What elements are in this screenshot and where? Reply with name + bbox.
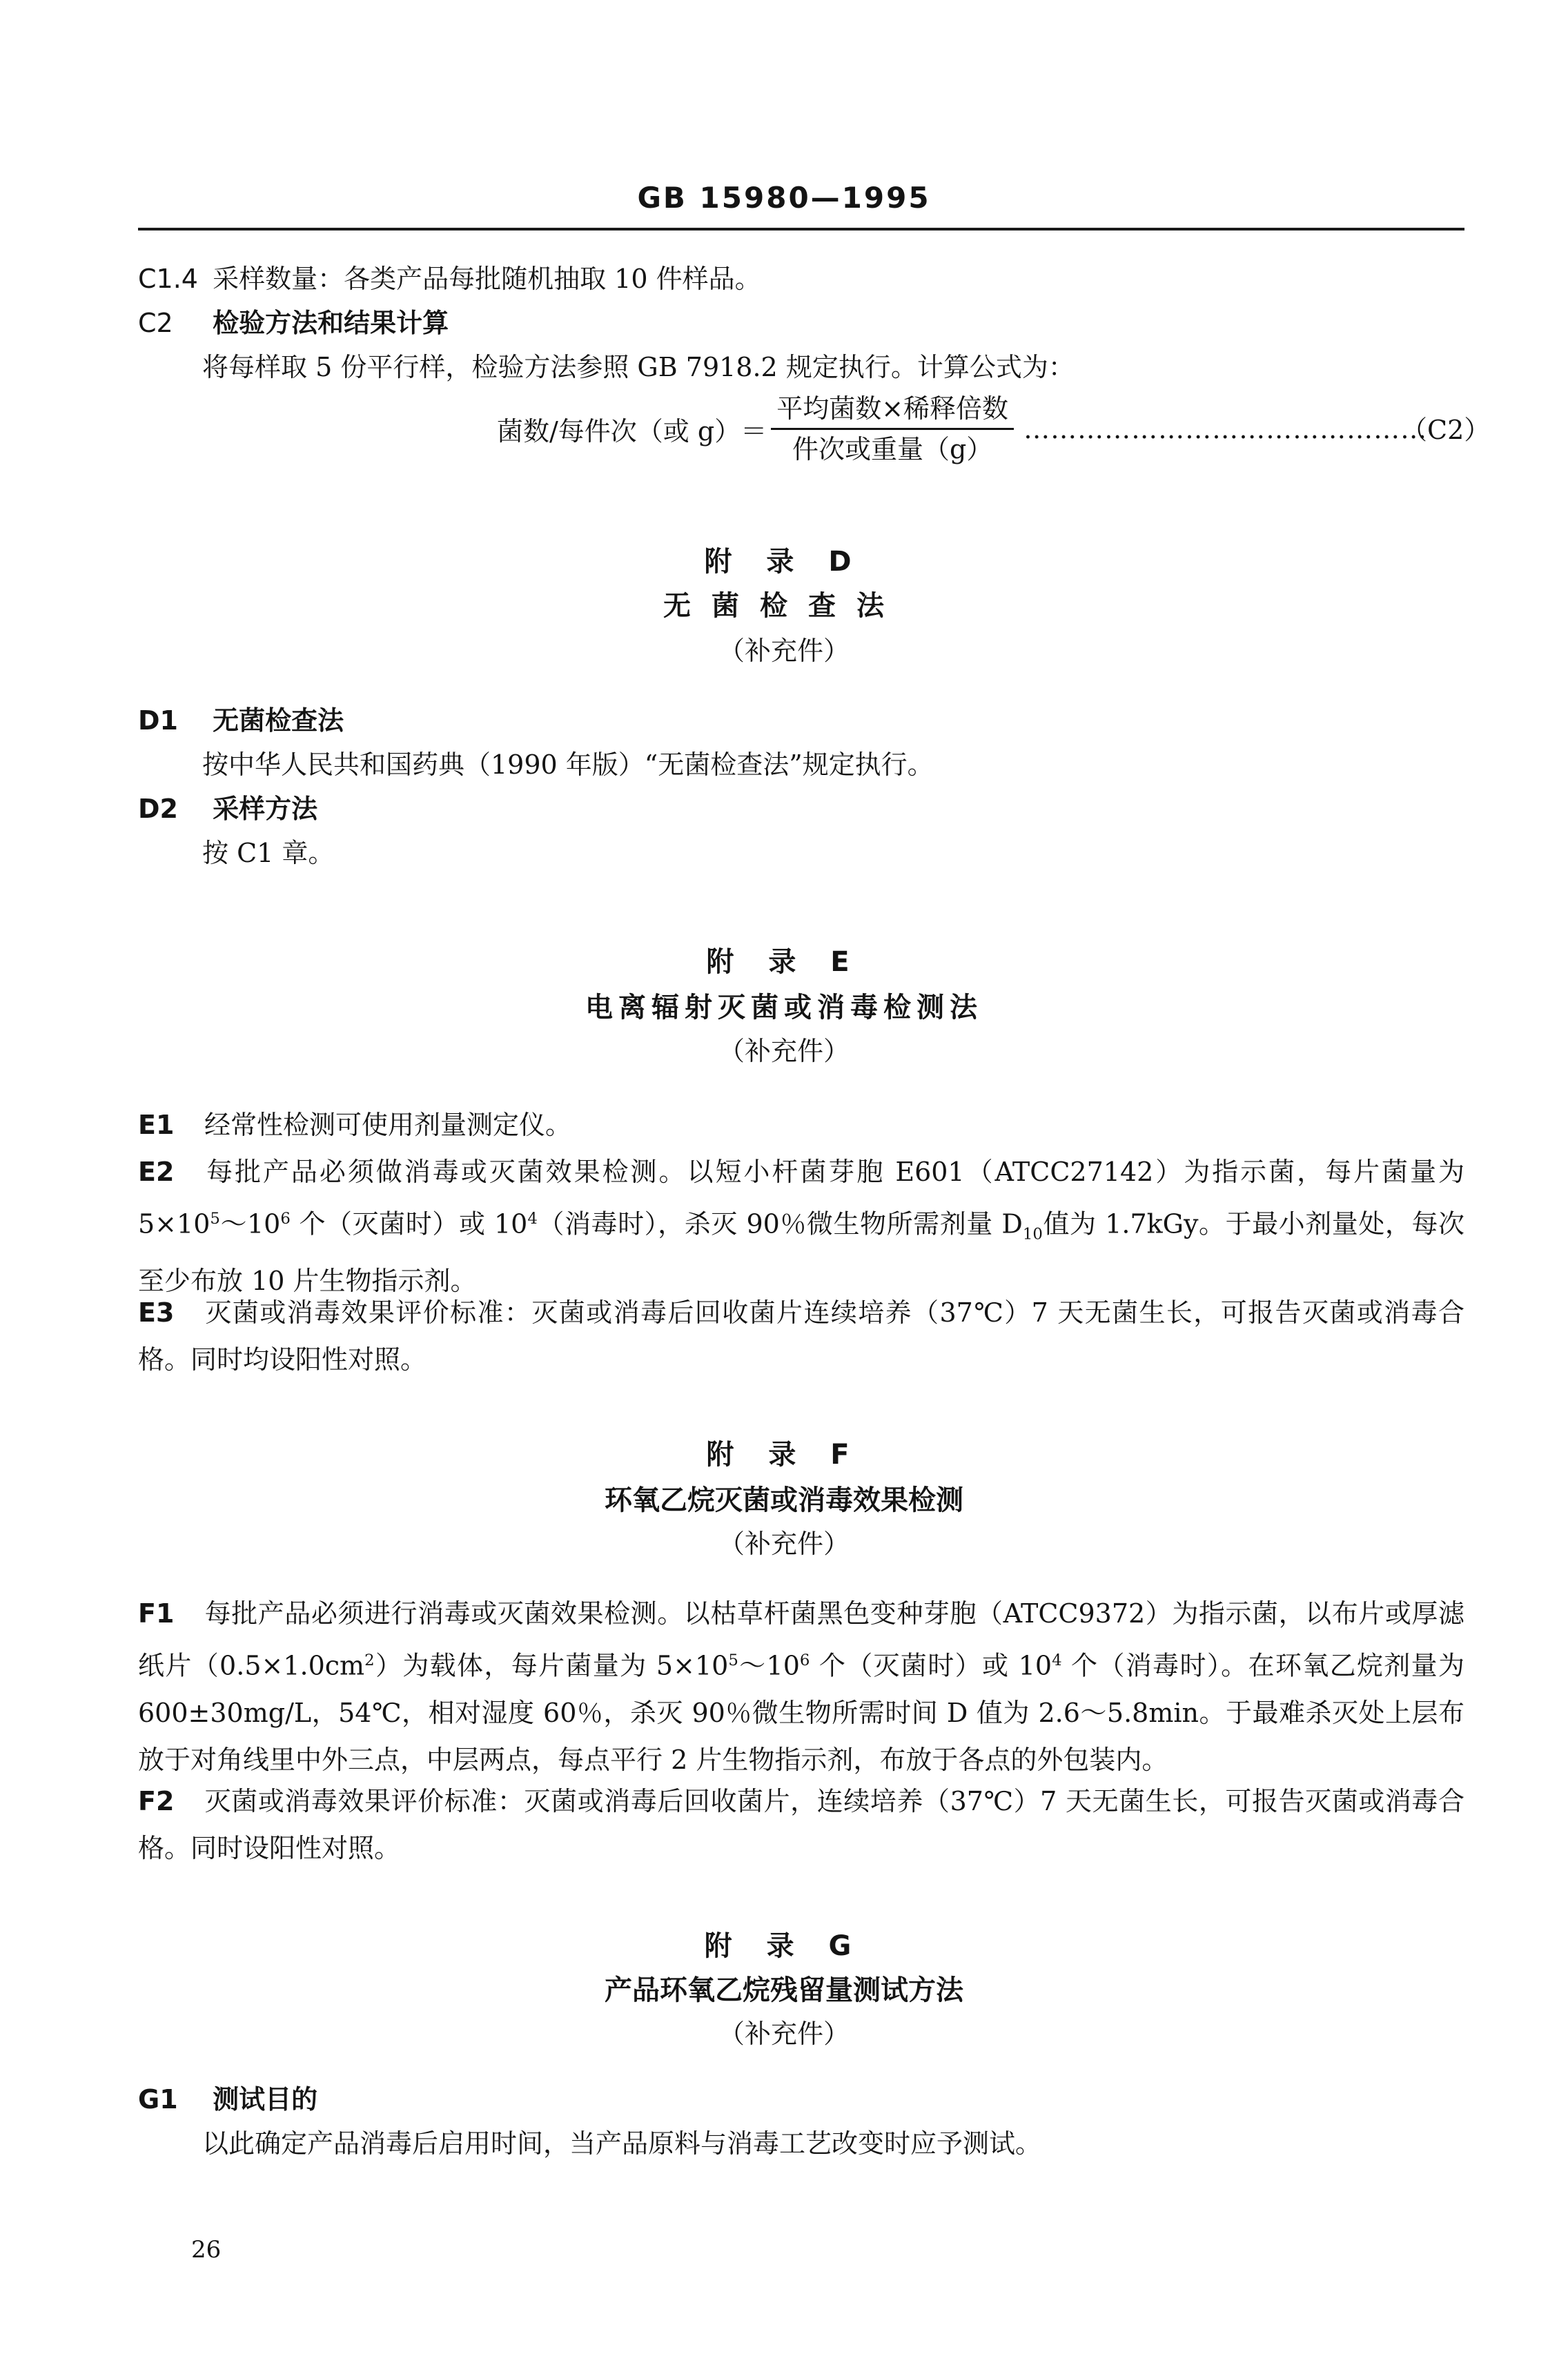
superscript: 6 <box>799 1651 810 1669</box>
appendix-e-title: 附 录 E <box>706 946 862 978</box>
clause-c1-4 <box>138 257 761 301</box>
clause-text: 采样数量：各类产品每批随机抽取 10 件样品。 <box>213 264 761 294</box>
clause-text: ～10 <box>738 1650 800 1681</box>
appendix-g-title: 附 录 G <box>704 1930 864 1962</box>
clause-heading: 采样方法 <box>213 794 318 824</box>
appendix-f-title: 附 录 F <box>706 1439 862 1471</box>
appendix-e-sub: （补充件） <box>718 1036 850 1066</box>
formula-c2 <box>497 392 1428 466</box>
clause-heading: 检验方法和结果计算 <box>213 308 449 338</box>
clause-label: E2 <box>138 1157 175 1187</box>
clause-heading: 测试目的 <box>213 2084 318 2115</box>
clause-e2 <box>138 1148 1464 1304</box>
superscript: 5 <box>210 1210 220 1228</box>
clause-text: （消毒时），杀灭 90％微生物所需剂量 D <box>537 1208 1023 1239</box>
clause-label: D2 <box>138 794 178 824</box>
clause-e1 <box>138 1101 1464 1148</box>
formula-lhs: 菌数/每件次（或 g）＝ <box>497 416 767 447</box>
clause-text: 经常性检测可使用剂量测定仪。 <box>204 1110 572 1140</box>
formula-numerator: 平均菌数×稀释倍数 <box>771 392 1014 430</box>
clause-text: 灭菌或消毒效果评价标准：灭菌或消毒后回收菌片连续培养（37℃）7 天无菌生长，可报告灭菌或消毒合格。同时均设阳性对照。 <box>138 1297 1464 1375</box>
clause-d1 <box>138 698 344 743</box>
page-number: 26 <box>191 2236 222 2264</box>
subscript: 10 <box>1022 1225 1043 1244</box>
clause-d2 <box>138 787 317 831</box>
clause-label: E1 <box>138 1110 175 1140</box>
clause-text: 个（灭菌时）或 10 <box>810 1650 1052 1681</box>
clause-label: F1 <box>138 1598 175 1629</box>
appendix-f-name: 环氧乙烷灭菌或消毒效果检测 <box>605 1484 963 1516</box>
clause-text: 值为 1.7kGy。于最小剂量处，每次至少布放 10 片生物指示剂。 <box>138 1208 1464 1297</box>
clause-text: 灭菌或消毒效果评价标准：灭菌或消毒后回收菌片，连续培养（37℃）7 天无菌生长，可报告灭菌或消毒合格。同时设阳性对照。 <box>138 1786 1464 1863</box>
clause-label: D1 <box>138 705 178 736</box>
clause-c2 <box>138 301 449 345</box>
appendix-g-sub: （补充件） <box>718 2019 850 2049</box>
superscript: 2 <box>364 1651 375 1669</box>
appendix-d-name: 无菌检查法 <box>663 590 905 622</box>
header-rule <box>138 228 1464 231</box>
clause-e3 <box>138 1289 1464 1383</box>
clause-label: E3 <box>138 1297 175 1328</box>
clause-c2-text: 将每样取 5 份平行样，检验方法参照 GB 7918.2 规定执行。计算公式为： <box>202 352 1075 382</box>
superscript: 4 <box>527 1210 538 1228</box>
appendix-d-title: 附 录 D <box>704 546 864 578</box>
appendix-d-sub: （补充件） <box>718 636 850 666</box>
superscript: 6 <box>280 1210 291 1228</box>
clause-label: C1.4 <box>138 264 198 294</box>
clause-d2-text: 按 C1 章。 <box>202 838 335 868</box>
formula-fraction <box>771 392 1014 466</box>
clause-label: F2 <box>138 1786 175 1816</box>
clause-text: 个（灭菌时）或 10 <box>290 1208 528 1239</box>
clause-text: 个（消毒时）。在环氧乙烷剂量为 600±30mg/L，54℃，相对湿度 60％，杀灭 90％微生物所需时间 D 值为 2.6～5.8min。于最难杀灭处上层布放于对角线里中外三点，中层两点，每点平行 2 片生物指示剂，布放于各点的外包装内。 <box>138 1650 1465 1775</box>
superscript: 4 <box>1052 1651 1062 1669</box>
formula-leader-dots: ……………………………………… <box>1023 413 1428 444</box>
clause-g1 <box>138 2077 317 2121</box>
clause-text: 每批产品必须进行消毒或灭菌效果检测。以枯草杆菌黑色变种芽胞（ATCC9372）为指示菌，以布片或厚滤纸片（0.5×1.0cm <box>138 1598 1464 1681</box>
clause-g1-text: 以此确定产品消毒后启用时间，当产品原料与消毒工艺改变时应予测试。 <box>202 2128 1042 2159</box>
clause-label: C2 <box>138 308 173 338</box>
superscript: 5 <box>728 1651 738 1669</box>
clause-label: G1 <box>138 2084 178 2115</box>
clause-f1 <box>138 1590 1464 1783</box>
clause-f2 <box>138 1778 1464 1872</box>
clause-d1-text: 按中华人民共和国药典（1990 年版）“无菌检查法”规定执行。 <box>202 749 934 780</box>
page-header: GB 15980—1995 <box>637 181 931 215</box>
clause-text: ）为载体，每片菌量为 5×10 <box>374 1650 729 1681</box>
clause-heading: 无菌检查法 <box>213 705 344 736</box>
appendix-f-sub: （补充件） <box>718 1529 850 1559</box>
clause-text: 每批产品必须做消毒或灭菌效果检测。以短小杆菌芽胞 E601（ATCC27142）为指示菌，每片菌量为 5×10 <box>138 1157 1464 1239</box>
appendix-g-name: 产品环氧乙烷残留量测试方法 <box>605 1974 963 2006</box>
clause-text: ～10 <box>219 1208 281 1239</box>
appendix-e-name: 电离辐射灭菌或消毒检测法 <box>585 992 983 1023</box>
formula-denominator: 件次或重量（g） <box>792 434 993 464</box>
equation-number: （C2） <box>1401 415 1491 445</box>
